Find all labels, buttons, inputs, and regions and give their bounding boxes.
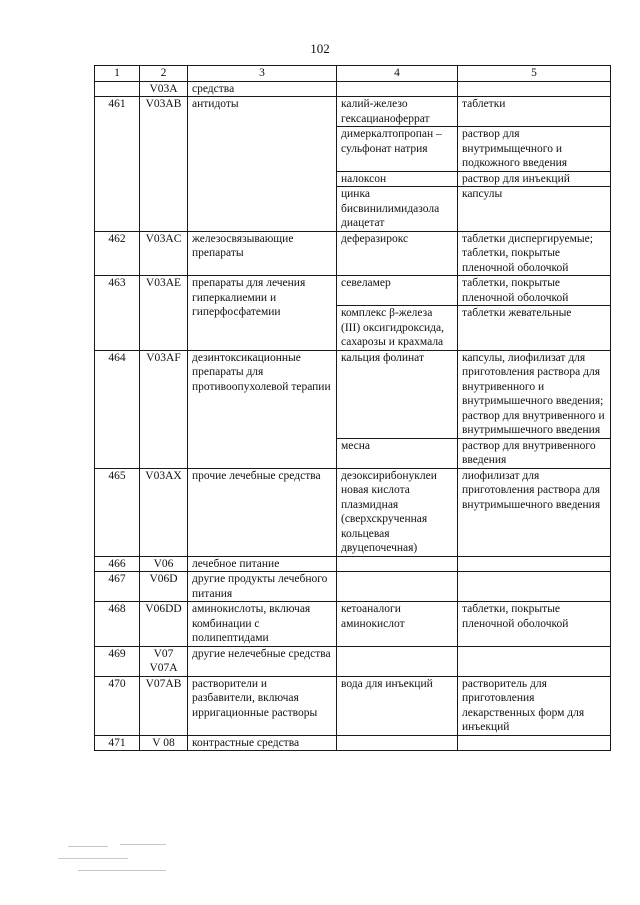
row-number: 463 <box>95 276 140 351</box>
dosage-form: таблетки <box>458 97 611 127</box>
substance-name: кетоаналоги аминокислот <box>337 602 458 647</box>
dosage-form <box>458 556 611 572</box>
atc-code: V07 V07A <box>140 646 188 676</box>
substance-name: налоксон <box>337 171 458 187</box>
atc-code: V03AC <box>140 231 188 276</box>
atc-group-name: другие нелечебные средства <box>188 646 337 676</box>
row-number: 465 <box>95 468 140 556</box>
dosage-form: таблетки жевательные <box>458 306 611 351</box>
dosage-form: раствор для внутримыщечного и подкожного введения <box>458 127 611 172</box>
dosage-form: капсулы, лиофилизат для приготовления раствора для внутривенного и внутримышечного введения; раствор для внутривенного и внутримышечного введения <box>458 350 611 438</box>
row-number: 461 <box>95 97 140 232</box>
header-row <box>95 66 611 82</box>
dosage-form <box>458 81 611 97</box>
table-row <box>95 602 611 647</box>
row-number: 466 <box>95 556 140 572</box>
atc-code: V03AX <box>140 468 188 556</box>
page-number: 102 <box>310 41 330 56</box>
dosage-form: таблетки, покрытые пленочной оболочкой <box>458 602 611 647</box>
atc-code: V06 <box>140 556 188 572</box>
table-row <box>95 350 611 438</box>
drug-list-table <box>94 65 611 751</box>
atc-group-name: прочие лечебные средства <box>188 468 337 556</box>
atc-code: V06DD <box>140 602 188 647</box>
atc-code: V06D <box>140 572 188 602</box>
column-header: 2 <box>140 66 188 82</box>
dosage-form <box>458 646 611 676</box>
substance-name <box>337 646 458 676</box>
dosage-form <box>458 572 611 602</box>
row-number: 464 <box>95 350 140 468</box>
substance-name <box>337 572 458 602</box>
atc-code: V03AB <box>140 97 188 232</box>
substance-name: цинка бисвинилимидазола диацетат <box>337 187 458 232</box>
row-number: 469 <box>95 646 140 676</box>
atc-group-name: препараты для лечения гиперкалиемии и гиперфосфатемии <box>188 276 337 351</box>
dosage-form: лиофилизат для приготовления раствора для внутримышечного введения <box>458 468 611 556</box>
column-header: 5 <box>458 66 611 82</box>
column-header: 1 <box>95 66 140 82</box>
substance-name: комплекс β-железа (III) оксигидроксида, сахарозы и крахмала <box>337 306 458 351</box>
atc-code: V07AB <box>140 676 188 735</box>
dosage-form: капсулы <box>458 187 611 232</box>
atc-group-name: лечебное питание <box>188 556 337 572</box>
row-number: 471 <box>95 735 140 751</box>
substance-name: калий-железо гексацианоферрат <box>337 97 458 127</box>
table-row <box>95 81 611 97</box>
table-row <box>95 735 611 751</box>
substance-name: севеламер <box>337 276 458 306</box>
table-row <box>95 556 611 572</box>
table-row <box>95 97 611 127</box>
scan-artifact <box>58 842 178 882</box>
atc-group-name: средства <box>188 81 337 97</box>
atc-group-name: другие продукты лечебного питания <box>188 572 337 602</box>
table-row <box>95 646 611 676</box>
atc-group-name: растворители и разбавители, включая ирригационные растворы <box>188 676 337 735</box>
table-row <box>95 276 611 306</box>
row-number: 462 <box>95 231 140 276</box>
atc-code: V 08 <box>140 735 188 751</box>
dosage-form: таблетки, покрытые пленочной оболочкой <box>458 276 611 306</box>
substance-name: вода для инъекций <box>337 676 458 735</box>
atc-group-name: дезинтоксикационные препараты для противоопухолевой терапии <box>188 350 337 468</box>
column-header: 3 <box>188 66 337 82</box>
substance-name <box>337 556 458 572</box>
atc-group-name: железосвязывающие препараты <box>188 231 337 276</box>
atc-group-name: аминокислоты, включая комбинации с полипептидами <box>188 602 337 647</box>
substance-name: месна <box>337 438 458 468</box>
substance-name: дезоксирибонуклеи новая кислота плазмидная (сверхскрученная кольцевая двуцепочечная) <box>337 468 458 556</box>
dosage-form: раствор для внутривенного введения <box>458 438 611 468</box>
atc-code: V03AE <box>140 276 188 351</box>
substance-name: димеркалтопропан – сульфонат натрия <box>337 127 458 172</box>
substance-name: деферазирокс <box>337 231 458 276</box>
atc-group-name: антидоты <box>188 97 337 232</box>
table-row <box>95 676 611 735</box>
substance-name <box>337 81 458 97</box>
row-number: 470 <box>95 676 140 735</box>
table-row <box>95 572 611 602</box>
row-number: 468 <box>95 602 140 647</box>
dosage-form: растворитель для приготовления лекарственных форм для инъекций <box>458 676 611 735</box>
column-header: 4 <box>337 66 458 82</box>
atc-code: V03A <box>140 81 188 97</box>
dosage-form: раствор для инъекций <box>458 171 611 187</box>
atc-code: V03AF <box>140 350 188 468</box>
table-row <box>95 468 611 556</box>
table-row <box>95 231 611 276</box>
atc-group-name: контрастные средства <box>188 735 337 751</box>
row-number <box>95 81 140 97</box>
row-number: 467 <box>95 572 140 602</box>
dosage-form: таблетки диспергируемые; таблетки, покрытые пленочной оболочкой <box>458 231 611 276</box>
dosage-form <box>458 735 611 751</box>
substance-name <box>337 735 458 751</box>
substance-name: кальция фолинат <box>337 350 458 438</box>
